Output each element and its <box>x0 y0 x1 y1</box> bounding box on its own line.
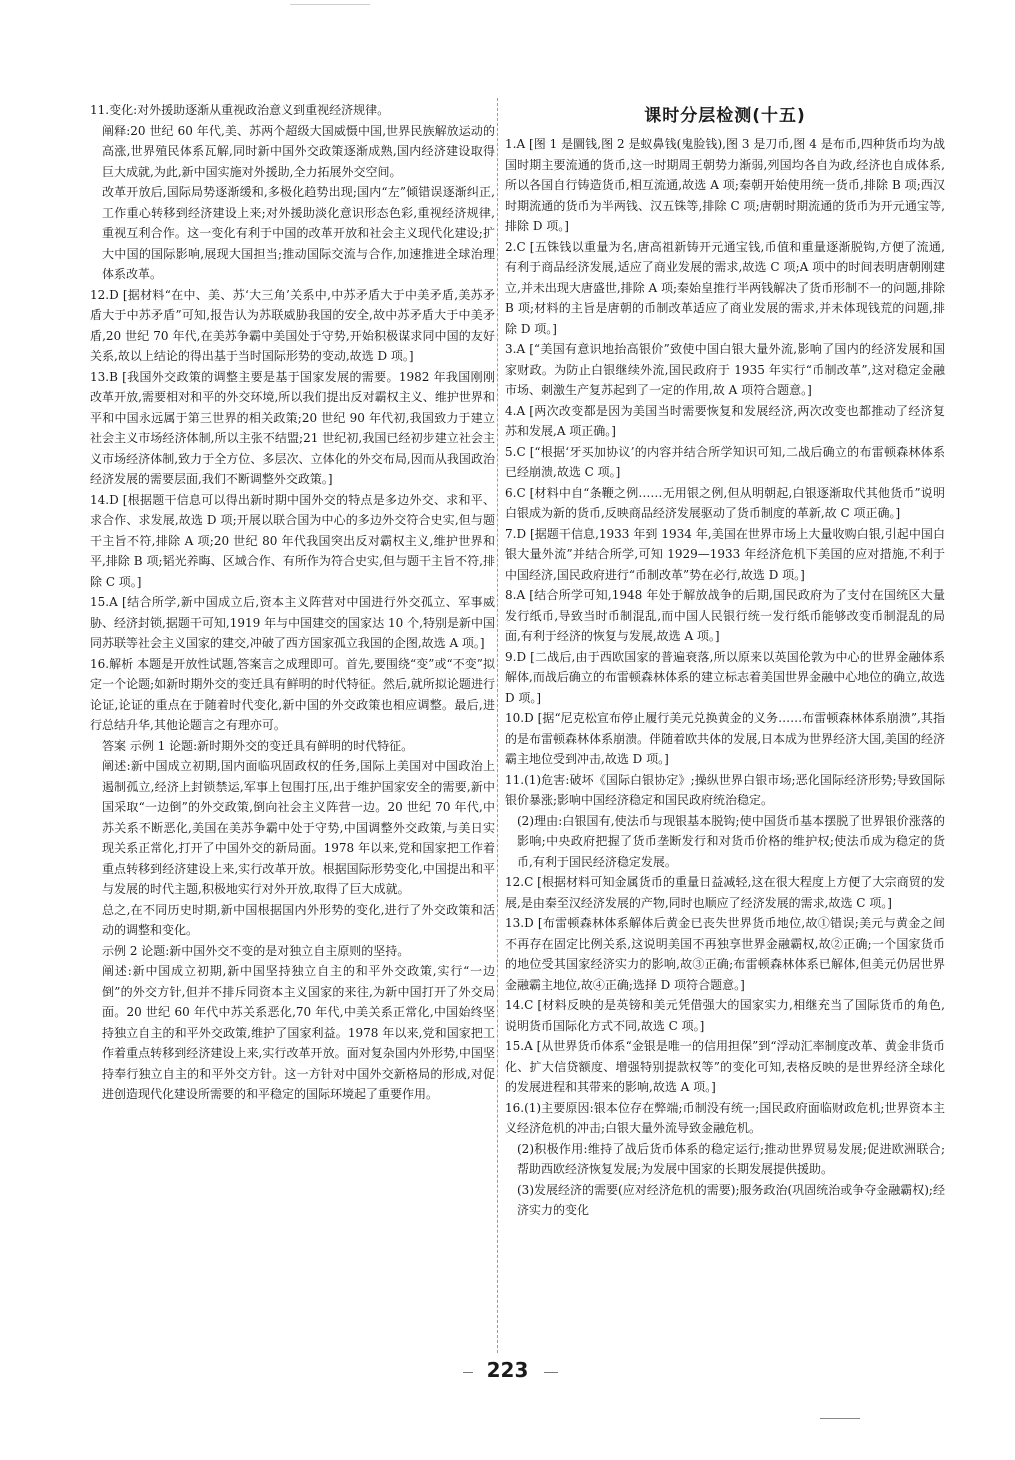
page-number-dash-right <box>544 1372 558 1373</box>
column-divider <box>497 98 498 1353</box>
answer-paragraph: 阐述:新中国成立初期,新中国坚持独立自主的和平外交政策,实行“一边倒”的外交方针,但并不排斥同资本主义国家的来往,为新中国打开了外交局面。20 世纪 60 年代中苏关系恶化,70 年代,中美关系正常化,中国始终坚持独立自主的和平外交政策,维护了国家利益。1978 年以来,党和国家把工作着重点转移到经济建设上来,实行改革开放。面对复杂国内外形势,中国坚持奉行独立自主的和平外交方针。这一方针对中国外交新格局的形成,对促进创造现代化建设所需要的和平稳定的国际环境起了重要作用。 <box>102 964 495 1101</box>
answer-item: 1.A [图 1 是圜钱,图 2 是蚁鼻钱(鬼脸钱),图 3 是刀币,图 4 是布币,四种货币均为战国时期主要流通的货币,这一时期周王朝势力渐弱,列国均各自为政,经济也自成体系,所以各国自行铸造货币,相互流通,故选 A 项;秦朝开始使用统一货币,排除 B 项;西汉时期流通的货币为半两钱、汉五铢等,排除 C 项;唐朝时期流通的货币为开元通宝等,排除 D 项。] <box>505 137 945 233</box>
answer-paragraph: 阐述:新中国成立初期,国内面临巩固政权的任务,国际上美国对中国政治上遏制孤立,经济上封锁禁运,军事上包围打压,出于维护国家安全的需要,新中国采取“一边倒”的外交政策,倒向社会主义阵营一边。20 世纪 70 年代,中苏关系不断恶化,美国在美苏争霸中处于守势,中国调整外交政策,与美日实现关系正常化,打开了中国外交的新局面。1978 年以来,党和国家把工作着重点转移到经济建设上来,实行改革开放。根据国际形势变化,中国提出和平与发展的时代主题,积极地实行对外开放,取得了巨大成就。 <box>102 759 495 896</box>
answer-paragraph: 阐释:20 世纪 60 年代,美、苏两个超级大国威慑中国,世界民族解放运动的高涨,世界殖民体系瓦解,同时新中国外交政策逐渐成熟,国内经济建设取得巨大成就,为此,新中国实施对外援助,全力拓展外交空间。 <box>102 123 495 179</box>
answer-item: 8.A [结合所学可知,1948 年处于解放战争的后期,国民政府为了支付在国统区大量发行纸币,导致当时币制混乱,而中国人民银行统一发行纸币能够改变币制混乱的局面,有利于经济的恢复与发展,故选 A 项。] <box>505 588 945 643</box>
answer-paragraph: 改革开放后,国际局势逐渐缓和,多极化趋势出现;国内“左”倾错误逐渐纠正,工作重心转移到经济建设上来;对外援助淡化意识形态色彩,重视经济规律,重视互利合作。这一变化有利于中国的改革开放和社会主义现代化建设;扩大中国的国际影响,展现大国担当;推动国际交流与合作,加速推进全球治理体系改革。 <box>102 185 495 281</box>
answer-item: 10.D [据“尼克松宣布停止履行美元兑换黄金的义务……布雷顿森林体系崩溃”,其指的是布雷顿森林体系崩溃。伴随着欧共体的发展,日本成为世界经济大国,美国的经济霸主地位受到冲击,故选 D 项。] <box>505 711 945 766</box>
answer-item: 6.C [材料中自“条鞭之例……无用银之例,但从明朝起,白银逐渐取代其他货币”说明白银成为新的货币,反映商品经济发展驱动了货币制度的革新,故 C 项正确。] <box>505 485 945 520</box>
answer-paragraph: (3)发展经济的需要(应对经济危机的需要);服务政治(巩固统治或争夺金融霸权);经济实力的变化 <box>517 1182 945 1217</box>
answer-item: 5.C [“根据‘牙买加协议’的内容并结合所学知识可知,二战后确立的布雷顿森林体系已经崩溃,故选 C 项。] <box>505 444 945 479</box>
answer-paragraph: (2)积极作用:维持了战后货币体系的稳定运行;推动世界贸易发展;促进欧洲联合;帮助西欧经济恢复发展;为发展中国家的长期发展提供援助。 <box>517 1141 945 1176</box>
answer-item: 12.C [根据材料可知金属货币的重量日益减轻,这在很大程度上方便了大宗商贸的发展,是由秦至汉经济发展的产物,同时也顺应了经济发展的需求,故选 C 项。] <box>505 875 945 910</box>
answer-item: 2.C [五铢钱以重量为名,唐高祖新铸开元通宝钱,币值和重量逐渐脱钩,方便了流通,有利于商品经济发展,适应了商业发展的需求,故选 C 项;A 项中的时间表明唐朝刚建立,并未出现大唐盛世,排除 A 项;秦始皇推行半两钱解决了货币形制不一的问题,排除 B 项;材料的主旨是唐朝的币制改革适应了商业发展的需求,并未体现钱荒的问题,排除 D 项。] <box>505 239 945 336</box>
page-number: 223 <box>486 1358 529 1382</box>
answer-item: 12.D [据材料“在中、美、苏‘大三角’关系中,中苏矛盾大于中美矛盾,美苏矛盾大于中苏矛盾”可知,报告认为苏联威胁我国的安全,故中苏矛盾大于中美矛盾,20 世纪 70 年代,在美苏争霸中美国处于守势,开始积极谋求同中国的友好关系,故以上结论的得出基于当时国际形势的变动,故选 D 项。] <box>90 287 495 363</box>
answer-item: 16.解析 本题是开放性试题,答案言之成理即可。首先,要围绕“变”或“不变”拟定一个论题;如新时期外交的变迁具有鲜明的时代特征。然后,就所拟论题进行论证,论证的重点在于随着时代变化,新中国的外交政策也相应调整。最后,进行总结升华,其他论题言之有理亦可。 <box>90 656 495 732</box>
section-title: 课时分层检测(十五) <box>644 106 806 126</box>
answer-item: 16.(1)主要原因:银本位存在弊端;币制没有统一;国民政府面临财政危机;世界资本主义经济危机的冲击;白银大量外流导致金融危机。 <box>505 1100 945 1135</box>
right-column <box>505 104 945 1221</box>
answer-item: 15.A [从世界货币体系“金银是唯一的信用担保”到“浮动汇率制度改革、黄金非货币化、扩大信贷额度、增强特别提款权等”的变化可知,表格反映的是世界经济全球化的发展进程和其带来的影响,故选 A 项。] <box>505 1039 945 1094</box>
answer-item: 11.(1)危害:破坏《国际白银协定》;操纵世界白银市场;恶化国际经济形势;导致国际银价暴涨;影响中国经济稳定和国民政府统治稳定。 <box>505 772 945 807</box>
scan-mark-top <box>290 4 370 5</box>
answer-paragraph: 总之,在不同历史时期,新中国根据国内外形势的变化,进行了外交政策和活动的调整和变化。 <box>102 902 495 937</box>
answer-item: 7.D [据题干信息,1933 年到 1934 年,美国在世界市场上大量收购白银,引起中国白银大量外流”并结合所学,可知 1929—1933 年经济危机下美国的应对措施,不利于中国经济,国民政府进行“币制改革”势在必行,故选 D 项。] <box>505 526 945 582</box>
answer-item: 14.C [材料反映的是英镑和美元凭借强大的国家实力,相继充当了国际货币的角色,说明货币国际化方式不同,故选 C 项。] <box>505 998 945 1033</box>
answer-item: 14.D [根据题干信息可以得出新时期中国外交的特点是多边外交、求和平、求合作、求发展,故选 D 项;开展以联合国为中心的多边外交符合史实,但与题干主旨不符,排除 A 项;20 世纪 80 年代我国突出反对霸权主义,维护世界和平,排除 B 项;韬光养晦、区域合作、有所作为符合史实,但与题干主旨不符,排除 C 项。] <box>90 492 495 589</box>
answer-item: 13.D [布雷顿森林体系解体后黄金已丧失世界货币地位,故①错误;美元与黄金之间不再存在固定比例关系,这说明美国不再独享世界金融霸权,故②正确;一个国家货币的地位受其国家经济实力的影响,故③正确;布雷顿森林体系已解体,但美元仍居世界金融霸主地位,故④正确;选择 D 项符合题意。] <box>505 916 945 992</box>
answer-paragraph: 示例 2 论题:新中国外交不变的是对独立自主原则的坚持。 <box>102 943 410 958</box>
answer-item: 13.B [我国外交政策的调整主要是基于国家发展的需要。1982 年我国刚刚改革开放,需要相对和平的外交环境,所以我们提出反对霸权主义、维护世界和平和中国永远属于第三世界的相关政策;20 世纪 90 年代初,我国致力于建立社会主义市场经济体制,所以主张不结盟;21 世纪初,我国已经初步建立社会主义市场经济体制,致力于全方位、多层次、立体化的外交布局,因而从我国政治经济发展的需要层面,我们不断调整外交政策。] <box>90 369 495 486</box>
answer-item: 3.A [“美国有意识地抬高银价”致使中国白银大量外流,影响了国内的经济发展和国家财政。为防止白银继续外流,国民政府于 1935 年实行“币制改革”,这对稳定金融市场、刺激生产复苏起到了一定的作用,故 A 项符合题意。] <box>505 342 945 397</box>
answer-paragraph: 答案 示例 1 论题:新时期外交的变迁具有鲜明的时代特征。 <box>102 738 414 753</box>
answer-item: 4.A [两次改变都是因为美国当时需要恢复和发展经济,两次改变也都推动了经济复苏和发展,A 项正确。] <box>505 403 945 438</box>
scan-mark-bottom <box>820 1418 860 1419</box>
answer-item: 11.变化:对外援助逐渐从重视政治意义到重视经济规律。 <box>90 103 390 117</box>
answer-paragraph: (2)理由:白银国有,使法币与现银基本脱钩;使中国货币基本摆脱了世界银价涨落的影响;中央政府把握了货币垄断发行和对货币价格的维护权;使法币成为稳定的货币,有利于国民经济稳定发展。 <box>517 813 945 869</box>
answer-item: 9.D [二战后,由于西欧国家的普遍衰落,所以原来以英国伦敦为中心的世界金融体系解体,而战后确立的布雷顿森林体系的建立标志着美国世界金融中心地位的确立,故选 D 项。] <box>505 649 945 705</box>
left-column <box>90 100 495 1105</box>
right-column-body <box>505 134 945 1221</box>
answer-item: 15.A [结合所学,新中国成立后,资本主义阵营对中国进行外交孤立、军事威胁、经济封锁,据题干可知,1919 年与中国建交的国家达 10 个,特别是新中国同苏联等社会主义国家的建交,冲破了西方国家孤立我国的企图,故选 A 项。] <box>90 595 495 650</box>
